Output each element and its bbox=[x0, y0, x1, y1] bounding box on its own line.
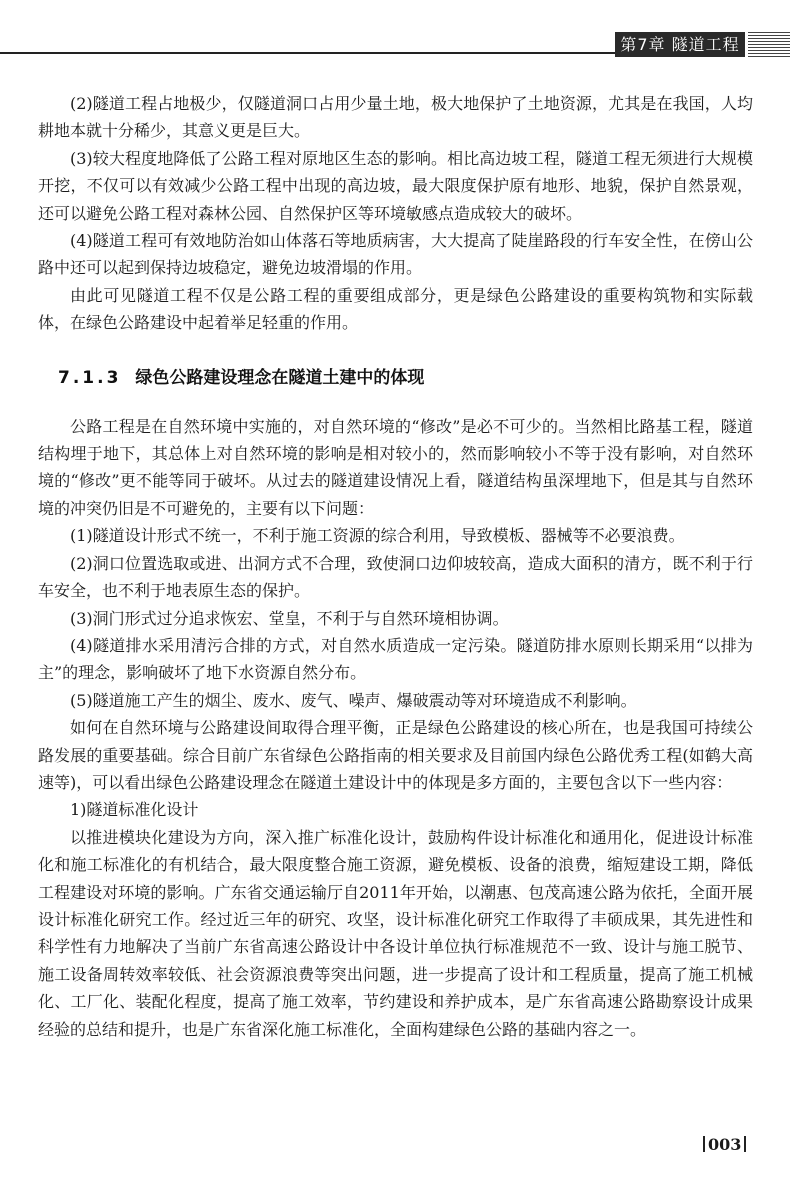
paragraph: 由此可见隧道工程不仅是公路工程的重要组成部分，更是绿色公路建设的重要构筑物和实际载体，在绿色公路建设中起着举足轻重的作用。 bbox=[38, 285, 753, 333]
paragraph: (4)隧道工程可有效地防治如山体落石等地质病害，大大提高了陡崖路段的行车安全性，在傍山公路中还可以起到保持边坡稳定，避免边坡滑塌的作用。 bbox=[38, 231, 753, 278]
list-item: (2)洞口位置选取或进、出洞方式不合理，致使洞口边仰坡较高，造成大面积的清方，既不利于行车安全，也不利于地表原生态的保护。 bbox=[38, 553, 753, 601]
list-item: (5)隧道施工产生的烟尘、废水、废气、噪声、爆破震动等对环境造成不利影响。 bbox=[70, 690, 637, 710]
paragraph: 公路工程是在自然环境中实施的，对自然环境的“修改”是必不可少的。当然相比路基工程，隧道结构埋于地下，其总体上对自然环境的影响是相对较小的，然而影响较小不等于没有影响，对自然环境的“修改”更不能等同于破坏。从过去的隧道建设情况上看，隧道结构虽深埋地下，但是其与自然环境的冲突仍旧是不可避免的，主要有以下问题： bbox=[38, 416, 753, 518]
list-item: (3)洞门形式过分追求恢宏、堂皇，不利于与自然环境相协调。 bbox=[70, 608, 509, 628]
list-item: (1)隧道设计形式不统一，不利于施工资源的综合利用，导致模板、器械等不必要浪费。 bbox=[70, 526, 685, 546]
header-decoration bbox=[748, 32, 790, 57]
paragraph: 如何在自然环境与公路建设间取得合理平衡，正是绿色公路建设的核心所在，也是我国可持续公路发展的重要基础。综合目前广东省绿色公路指南的相关要求及目前国内绿色公路优秀工程(如鹤大高速等)，可以看出绿色公路建设理念在隧道土建设计中的体现是多方面的，主要包含以下一些内容： bbox=[38, 718, 753, 792]
paragraph: 以推进模块化建设为方向，深入推广标准化设计，鼓励构件设计标准化和通用化，促进设计标准化和施工标准化的有机结合，最大限度整合施工资源，避免模板、设备的浪费，缩短建设工期，降低工程建设对环境的影响。广东省交通运输厅自2011年开始，以潮惠、包茂高速公路为依托，全面开展设计标准化研究工作。经过近三年的研究、攻坚，设计标准化研究工作取得了丰硕成果，其先进性和科学性有力地解决了当前广东省高速公路设计中各设计单位执行标准规范不一致、设计与施工脱节、施工设备周转效率较低、社会资源浪费等突出问题，进一步提高了设计和工程质量，提高了施工机械化、工厂化、装配化程度，提高了施工效率，节约建设和养护成本，是广东省高速公路勘察设计成果经验的总结和提升，也是广东省深化施工标准化，全面构建绿色公路的基础内容之一。 bbox=[38, 827, 753, 1039]
list-item: (4)隧道排水采用清污合排的方式，对自然水质造成一定污染。隧道防排水原则长期采用“以排为主”的理念，影响破坏了地下水资源自然分布。 bbox=[38, 635, 753, 683]
section-number: 7.1.3 bbox=[58, 367, 122, 388]
section-heading bbox=[38, 363, 753, 393]
header-rule bbox=[0, 52, 615, 54]
subheading: 1)隧道标准化设计 bbox=[70, 800, 199, 820]
page-body bbox=[38, 90, 753, 1043]
section-title: 绿色公路建设理念在隧道土建中的体现 bbox=[135, 367, 425, 388]
chapter-header: 第7章 隧道工程 bbox=[615, 32, 745, 57]
page-number-bar-left bbox=[703, 1136, 705, 1152]
page-number bbox=[700, 1135, 749, 1154]
page-number-value: 003 bbox=[708, 1135, 742, 1154]
paragraph: (2)隧道工程占地极少，仅隧道洞口占用少量土地，极大地保护了土地资源，尤其是在我国，人均耕地本就十分稀少，其意义更是巨大。 bbox=[38, 94, 753, 141]
paragraph: (3)较大程度地降低了公路工程对原地区生态的影响。相比高边坡工程，隧道工程无须进行大规模开挖，不仅可以有效减少公路工程中出现的高边坡，最大限度保护原有地形、地貌，保护自然景观，还可以避免公路工程对森林公园、自然保护区等环境敏感点造成较大的破坏。 bbox=[38, 148, 753, 223]
page-number-bar-right bbox=[744, 1136, 746, 1152]
